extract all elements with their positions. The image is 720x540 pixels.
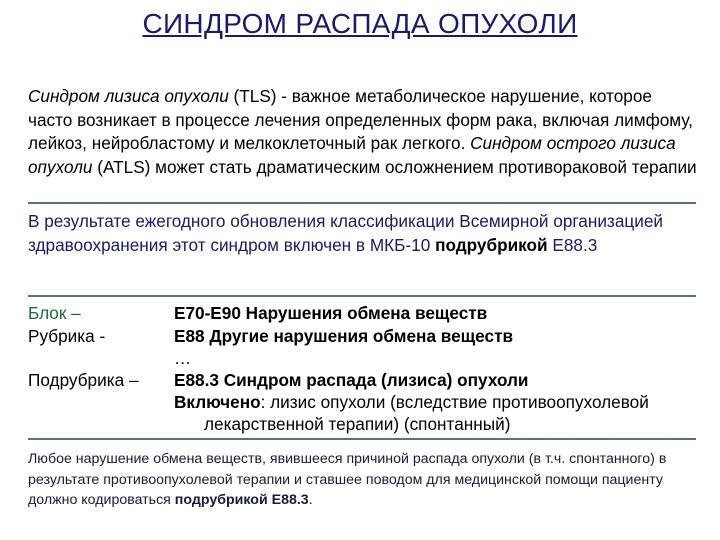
- tls-term: Синдром лизиса опухоли: [28, 86, 229, 106]
- intro-text-1: (TLS) - важное метаболическое нарушение, которое часто возникает в процессе лечения определенных форм рака, включая лимфому, лейкоз, нейробластому и мелкоклеточный рак легкого.: [28, 86, 693, 153]
- included-label: Включено: [174, 392, 261, 412]
- coding-code: подрубрикой Е88.3: [174, 492, 309, 508]
- rubric-label: Рубрика -: [28, 326, 106, 346]
- divider: [28, 202, 696, 204]
- included-line-2: лекарственной терапии) (спонтанный): [204, 414, 511, 434]
- subrubric-label: Подрубрика –: [28, 370, 139, 390]
- coding-end: .: [308, 492, 313, 508]
- intro-text-2: (ATLS) может стать драматическим осложнением противораковой терапии: [92, 156, 697, 177]
- block-label: Блок –: [28, 303, 81, 323]
- coding-text: Любое нарушение обмена веществ, явившееся причиной распада опухоли (в т.ч. спонтанного) в результате противоопухолевой терапии и ставшее поводом для медицинской помощи пациенту должно кодироваться: [28, 451, 667, 508]
- code-text: Е88.3: [547, 234, 598, 255]
- included-text: : лизис опухоли (вследствие противоопухолевой: [260, 392, 649, 412]
- subrubric-value: [174, 369, 529, 392]
- included-line: [174, 391, 649, 414]
- coding-paragraph: [28, 449, 688, 511]
- divider: [28, 438, 696, 440]
- classification-paragraph: [28, 210, 700, 257]
- page-title: СИНДРОМ РАСПАДА ОПУХОЛИ: [142, 8, 578, 39]
- intro-paragraph: [28, 85, 700, 179]
- block-value: [174, 302, 487, 325]
- subrubric-value-text: Е88.3 Синдром распада (лизиса) опухоли: [174, 370, 529, 390]
- rubric-value: [174, 325, 513, 348]
- divider: [28, 295, 696, 297]
- ellipsis: …: [174, 348, 192, 368]
- block-value-text: Е70-Е90 Нарушения обмена веществ: [174, 303, 488, 323]
- classification-text: В результате ежегодного обновления классификации Всемирной организацией здравоохранения этот синдром включен в МКБ-10: [28, 211, 663, 255]
- rubric-value-text: Е88 Другие нарушения обмена веществ: [174, 326, 514, 346]
- subrubric-term: подрубрикой: [435, 234, 548, 255]
- atls-term: Синдром острого лизиса опухоли: [28, 133, 676, 177]
